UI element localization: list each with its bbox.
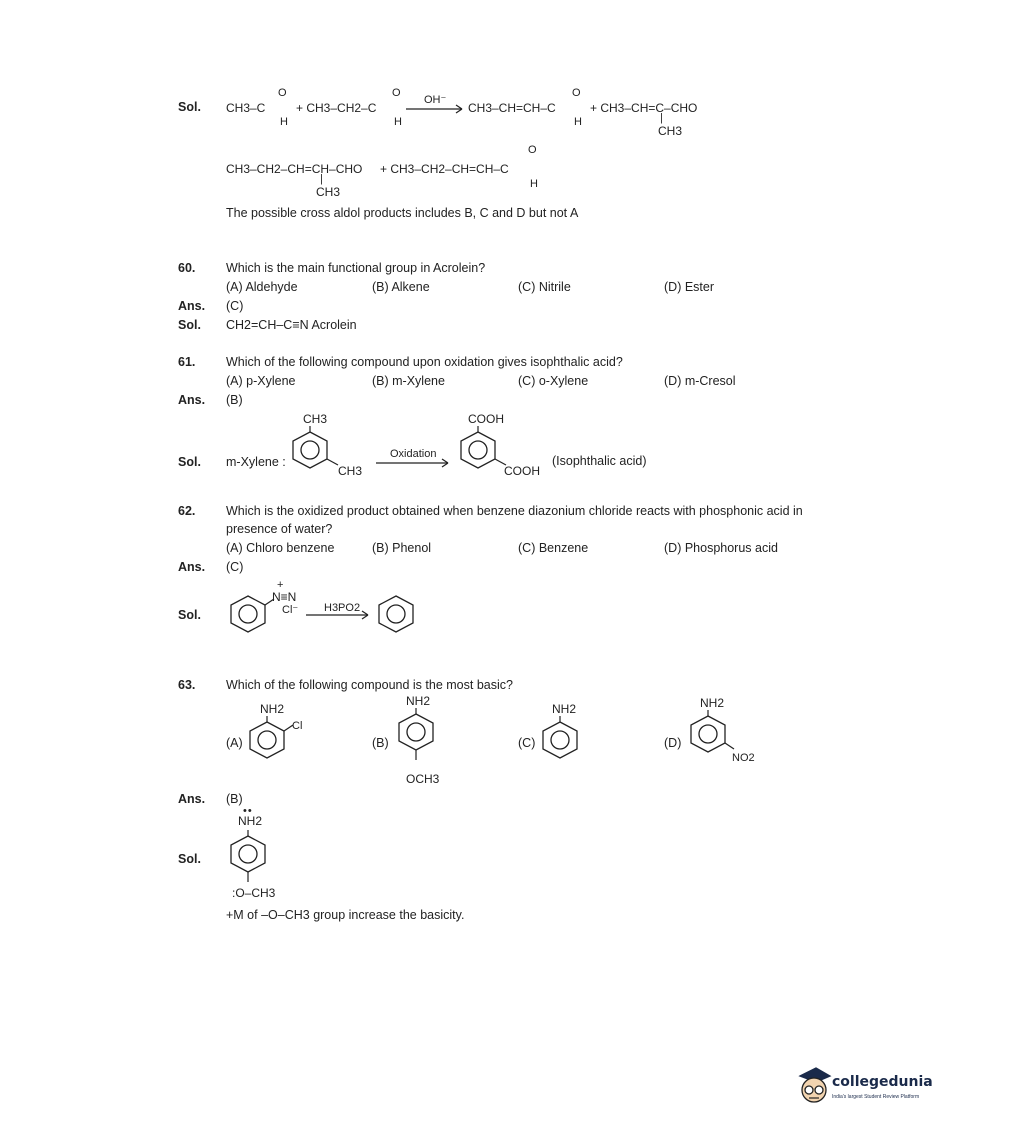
reactant-name: m-Xylene :	[226, 455, 286, 469]
option-b: (B) Alkene	[372, 280, 430, 294]
answer-label: Ans.	[178, 299, 206, 313]
methoxy-group: :O–CH3	[232, 886, 276, 900]
amino-group: NH2	[238, 814, 263, 828]
benzene-ring	[288, 428, 332, 472]
benzene-ring	[538, 718, 582, 764]
question-number: 62.	[178, 504, 196, 518]
carbonyl-o: O	[572, 87, 581, 99]
answer-label: Ans.	[178, 792, 206, 806]
option-d: (D) Phosphorus acid	[664, 541, 778, 555]
option-a: (A) p-Xylene	[226, 374, 296, 388]
solution-label: Sol.	[178, 455, 201, 469]
answer-value: (B)	[226, 393, 243, 407]
benzene-ring	[374, 592, 418, 636]
reactant-propanal: + CH3–CH2–C	[296, 101, 377, 115]
option-c: (C)	[518, 736, 536, 750]
solution-text: CH2=CH–C≡N Acrolein	[226, 318, 357, 332]
reagent-hydroxide: OH⁻	[424, 94, 447, 106]
option-c: (C) o-Xylene	[518, 374, 589, 388]
option-b: (B) m-Xylene	[372, 374, 445, 388]
answer-value: (C)	[226, 299, 244, 313]
answer-label: Ans.	[178, 560, 206, 574]
question-number: 60.	[178, 261, 196, 275]
product-crotonaldehyde: CH3–CH=CH–C	[468, 101, 556, 115]
amino-group: NH2	[700, 696, 725, 710]
reaction-arrow	[376, 458, 452, 468]
methyl-top: CH3	[303, 412, 328, 426]
question-text-line2: presence of water?	[226, 522, 333, 536]
solution-note: The possible cross aldol products includes B, C and D but not A	[226, 206, 579, 220]
question-text: Which of the following compound is the most basic?	[226, 678, 513, 692]
chloride-ion: Cl⁻	[282, 604, 299, 616]
methyl-meta: CH3	[338, 464, 363, 478]
option-d: (D) Ester	[664, 280, 714, 294]
product-methyl-branch: CH3	[658, 124, 683, 138]
option-d: (D)	[664, 736, 682, 750]
solution-label: Sol.	[178, 608, 201, 622]
logo-text: collegedunia	[832, 1074, 933, 1090]
aldehyde-h: H	[574, 116, 582, 128]
branch-bond: |	[660, 112, 663, 124]
aldehyde-h: H	[280, 116, 288, 128]
option-a: (A) Aldehyde	[226, 280, 298, 294]
methoxy-group: OCH3	[406, 772, 440, 786]
question-text-line1: Which is the oxidized product obtained when benzene diazonium chloride reacts with phosphonic acid in	[226, 504, 803, 518]
benzene-ring	[226, 592, 270, 636]
carbonyl-o: O	[278, 87, 287, 99]
collegedunia-logo	[792, 1066, 942, 1114]
option-a: (A)	[226, 736, 243, 750]
reactant-acetaldehyde: CH3–C	[226, 101, 266, 115]
option-a: (A) Chloro benzene	[226, 541, 335, 555]
nitro-group: NO2	[732, 752, 755, 764]
aldehyde-h: H	[394, 116, 402, 128]
question-text: Which is the main functional group in Acrolein?	[226, 261, 486, 275]
product-hexenal: + CH3–CH2–CH=CH–C	[380, 162, 509, 176]
option-c: (C) Benzene	[518, 541, 589, 555]
carbonyl-o: O	[528, 144, 537, 156]
amino-group: NH2	[552, 702, 577, 716]
diazonium-charge: +	[277, 579, 284, 591]
lone-pair-dots: ••	[243, 805, 253, 817]
solution-label: Sol.	[178, 852, 201, 866]
reaction-arrow	[306, 610, 372, 620]
sol-label: Sol.	[178, 100, 201, 114]
mascot-icon	[796, 1066, 832, 1108]
answer-value: (C)	[226, 560, 244, 574]
option-c: (C) Nitrile	[518, 280, 571, 294]
carboxyl-top: COOH	[468, 412, 504, 426]
benzene-ring	[245, 718, 289, 766]
product-methyl-branch: CH3	[316, 185, 341, 199]
benzene-ring	[226, 832, 270, 888]
amino-group: NH2	[406, 694, 431, 708]
reaction-arrow	[406, 104, 466, 114]
benzene-ring	[394, 710, 438, 768]
answer-label: Ans.	[178, 393, 206, 407]
option-b: (B)	[372, 736, 389, 750]
question-number: 61.	[178, 355, 196, 369]
question-number: 63.	[178, 678, 196, 692]
benzene-ring	[456, 428, 500, 472]
chloro-group: Cl	[292, 720, 303, 732]
solution-note: +M of –O–CH3 group increase the basicity.	[226, 908, 465, 922]
question-text: Which of the following compound upon oxidation gives isophthalic acid?	[226, 355, 623, 369]
product-name: (Isophthalic acid)	[552, 454, 647, 468]
carbonyl-o: O	[392, 87, 401, 99]
reagent-h3po2: H3PO2	[324, 602, 361, 614]
option-d: (D) m-Cresol	[664, 374, 736, 388]
option-b: (B) Phenol	[372, 541, 432, 555]
carboxyl-meta: COOH	[504, 464, 540, 478]
product-methylpropenal: + CH3–CH=C–CHO	[590, 101, 698, 115]
amino-group: NH2	[260, 702, 285, 716]
branch-bond: |	[320, 173, 323, 185]
answer-value: (B)	[226, 792, 243, 806]
aldehyde-h: H	[530, 178, 538, 190]
reagent-oxidation: Oxidation	[390, 448, 437, 460]
solution-label: Sol.	[178, 318, 201, 332]
diazonium-group: N≡N	[272, 590, 297, 604]
product-methylpentenal: CH3–CH2–CH=CH–CHO	[226, 162, 363, 176]
logo-tagline: India's largest Student Review Platform	[832, 1094, 920, 1100]
